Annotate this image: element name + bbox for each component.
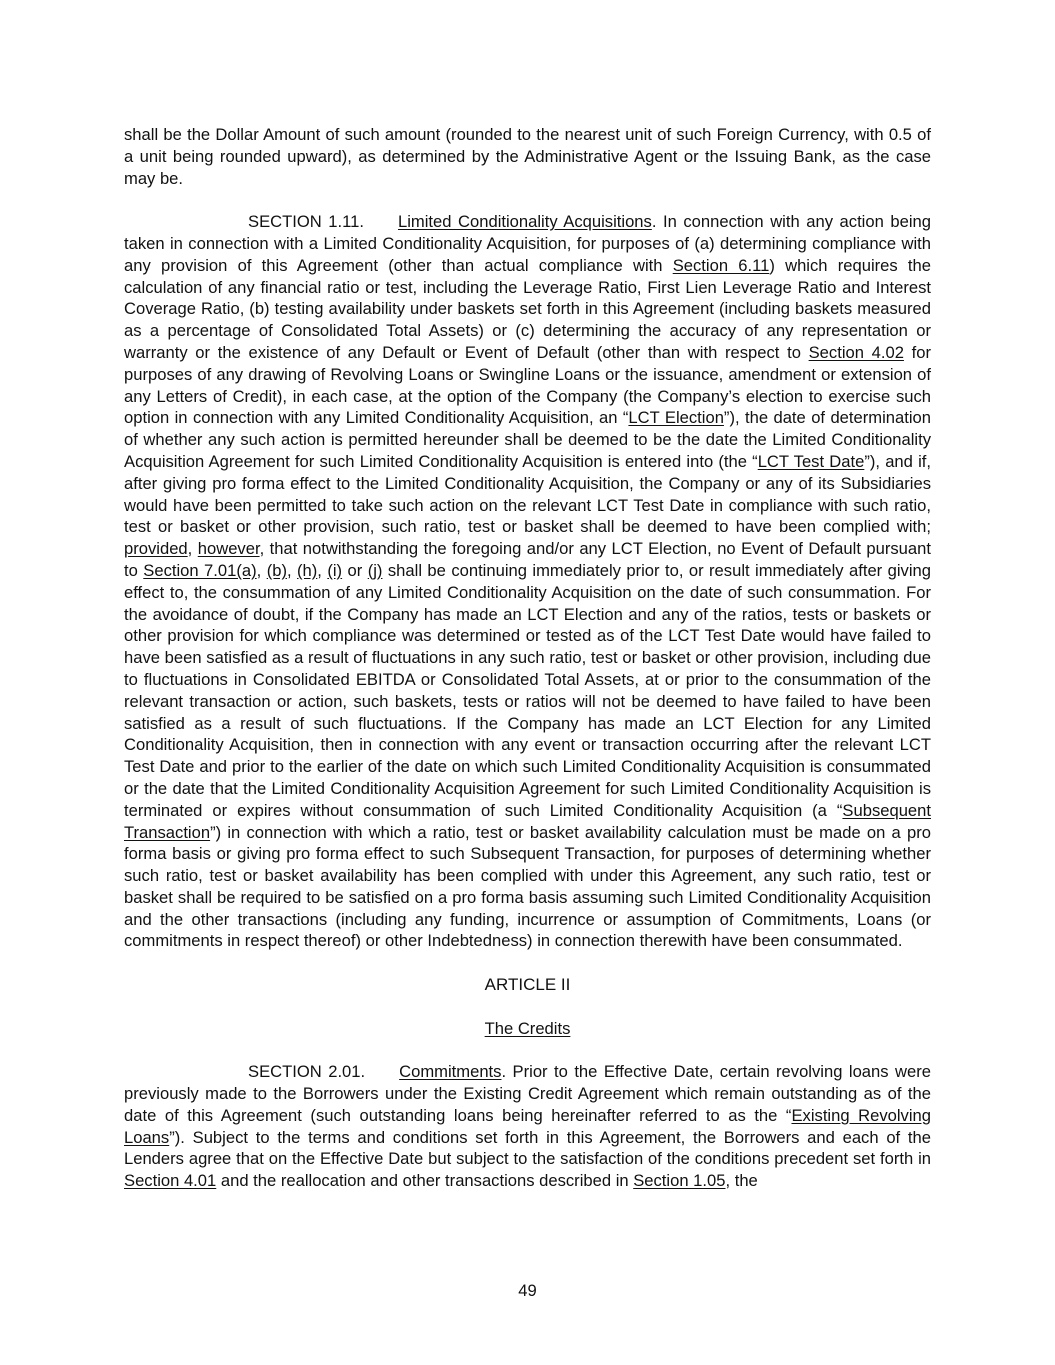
article-subtitle-text: The Credits	[484, 1018, 571, 1038]
article-heading: ARTICLE II	[484, 975, 571, 995]
section-7-01a-reference: Section 7.01(a)	[143, 560, 257, 580]
text-run: ”), the date of determination of whether any such action is permitted hereunder shall be deemed to be the date the Limited Conditionality Acquisition Agreement for such Limited Conditionality Acquisition is entered into (the “	[124, 408, 931, 471]
defined-term-subsequent-transaction: Subsequent Transaction	[124, 800, 931, 842]
section-4-01-reference: Section 4.01	[124, 1171, 217, 1191]
clause-j-reference: (j)	[367, 560, 383, 580]
section-1-11-heading: Limited Conditionality Acquisitions	[397, 212, 652, 232]
text-run: , the	[725, 1171, 758, 1191]
text-run: ”) in connection with which a ratio, test or basket availability calculation must be made on a pro forma basis or giving pro forma effect to such Subsequent Transaction, for purposes of determining whether such ratio, test or basket availability has been complied with under this Agreement, any such ratio, test or basket shall be required to be satisfied on a pro forma basis assuming such Limited Conditionality Acquisition and the other transactions (including any funding, incurrence or assumption of Commitments, Loans (or commitments in respect thereof) or other Indebtedness) in connection therewith have been consummated.	[124, 822, 931, 951]
text-run: ) which requires the calculation of any financial ratio or test, including the Leverage Ratio, First Lien Leverage Ratio and Interest Coverage Ratio, (b) testing availability under baskets set forth in this Agreement (including baskets measured as a percentage of Consolidated Total Assets) or (c) determining the accuracy of any representation or warranty or the existence of any Default or Event of Default (other than with respect to	[124, 255, 931, 362]
paragraph-continued: shall be the Dollar Amount of such amount (rounded to the nearest unit of such Foreign Currency, with 0.5 of a unit being rounded upward), as determined by the Administrative Agent or the Issuing Bank, as the case may be.	[124, 125, 931, 188]
defined-term-lct-election: LCT Election	[628, 408, 724, 428]
section-1-05-reference: Section 1.05	[633, 1171, 726, 1191]
clause-h-reference: (h)	[297, 560, 318, 580]
defined-term-existing-revolving-loans: Existing Revolving Loans	[124, 1105, 931, 1147]
article-subtitle	[124, 1018, 931, 1040]
however-term: however	[197, 539, 260, 559]
text-run: or	[342, 560, 368, 580]
section-1-11-paragraph	[124, 211, 931, 952]
text-run: ”). Subject to the terms and conditions set forth in this Agreement, the Borrowers and each of the Lenders agree that on the Effective Date but subject to the satisfaction of the conditions precedent set forth in	[124, 1127, 931, 1169]
provided-term: provided	[124, 539, 188, 559]
text-run: shall be continuing immediately prior to, or result immediately after giving effect to, the consummation of any Limited Conditionality Acquisition on the date of such consummation. For the avoidance of doubt, if the Company has made an LCT Election and any of the ratios, tests or baskets or other provision for which compliance was determined or tested as of the LCT Test Date would have failed to have been satisfied as a result of fluctuations in any such ratio, test or basket or other provision, including due to fluctuations in Consolidated EBITDA or Consolidated Total Assets, at or prior to the consummation of the relevant transaction or action, such baskets, tests or ratios will not be deemed to have failed to have been satisfied as a result of such fluctuations. If the Company has made an LCT Election for any Limited Conditionality Acquisition, then in connection with any event or transaction occurring after the relevant LCT Test Date and prior to the earlier of the date on which such Limited Conditionality Acquisition is consummated or the date that the Limited Conditionality Acquisition Agreement for such Limited Conditionality Acquisition is terminated or expires without consummation of such Limited Conditionality Acquisition (a “	[124, 560, 931, 820]
text-run: ,	[187, 539, 198, 559]
section-2-01-number: SECTION 2.01.	[248, 1062, 366, 1082]
defined-term-lct-test-date: LCT Test Date	[757, 451, 865, 471]
text-run: . Prior to the Effective Date, certain revolving loans were previously made to the Borrowers under the Existing Credit Agreement which remain outstanding as of the date of this Agreement (such outstanding loans being hereinafter referred to as the “	[124, 1062, 931, 1125]
clause-b-reference: (b)	[266, 560, 287, 580]
section-4-02-reference: Section 4.02	[808, 342, 904, 362]
body-text	[124, 124, 931, 1192]
text-run: ,	[256, 560, 267, 580]
text-run: , that notwithstanding the foregoing and/or any LCT Election, no Event of Default pursuant to	[124, 539, 931, 580]
section-1-11-number: SECTION 1.11.	[248, 212, 364, 232]
section-2-01-paragraph	[124, 1061, 931, 1192]
section-6-11-reference: Section 6.11	[672, 255, 770, 275]
section-2-01-heading: Commitments	[399, 1062, 502, 1082]
text-run: ,	[317, 560, 328, 580]
text-run: for purposes of any drawing of Revolving Loans or Swingline Loans or the issuance, amendment or extension of any Letters of Credit), in each case, at the option of the Company (the Company’s election to exercise such option in connection with any Limited Conditionality Acquisition, an “	[124, 342, 931, 428]
text-run: ,	[286, 560, 298, 580]
page-number: 49	[518, 1281, 537, 1300]
text-run: and the reallocation and other transactions described in	[216, 1171, 634, 1191]
text-run: . In connection with any action being taken in connection with a Limited Conditionality Acquisition, for purposes of (a) determining compliance with any provision of this Agreement (other than actual compliance with	[124, 212, 931, 275]
text-run: ”), and if, after giving pro forma effect to the Limited Conditionality Acquisition, the Company or any of its Subsidiaries would have been permitted to take such action on the relevant LCT Test Date in compliance with such ratio, test or basket or other provision, such ratio, test or basket shall be deemed to have been complied with;	[124, 451, 931, 537]
clause-i-reference: (i)	[327, 560, 343, 580]
